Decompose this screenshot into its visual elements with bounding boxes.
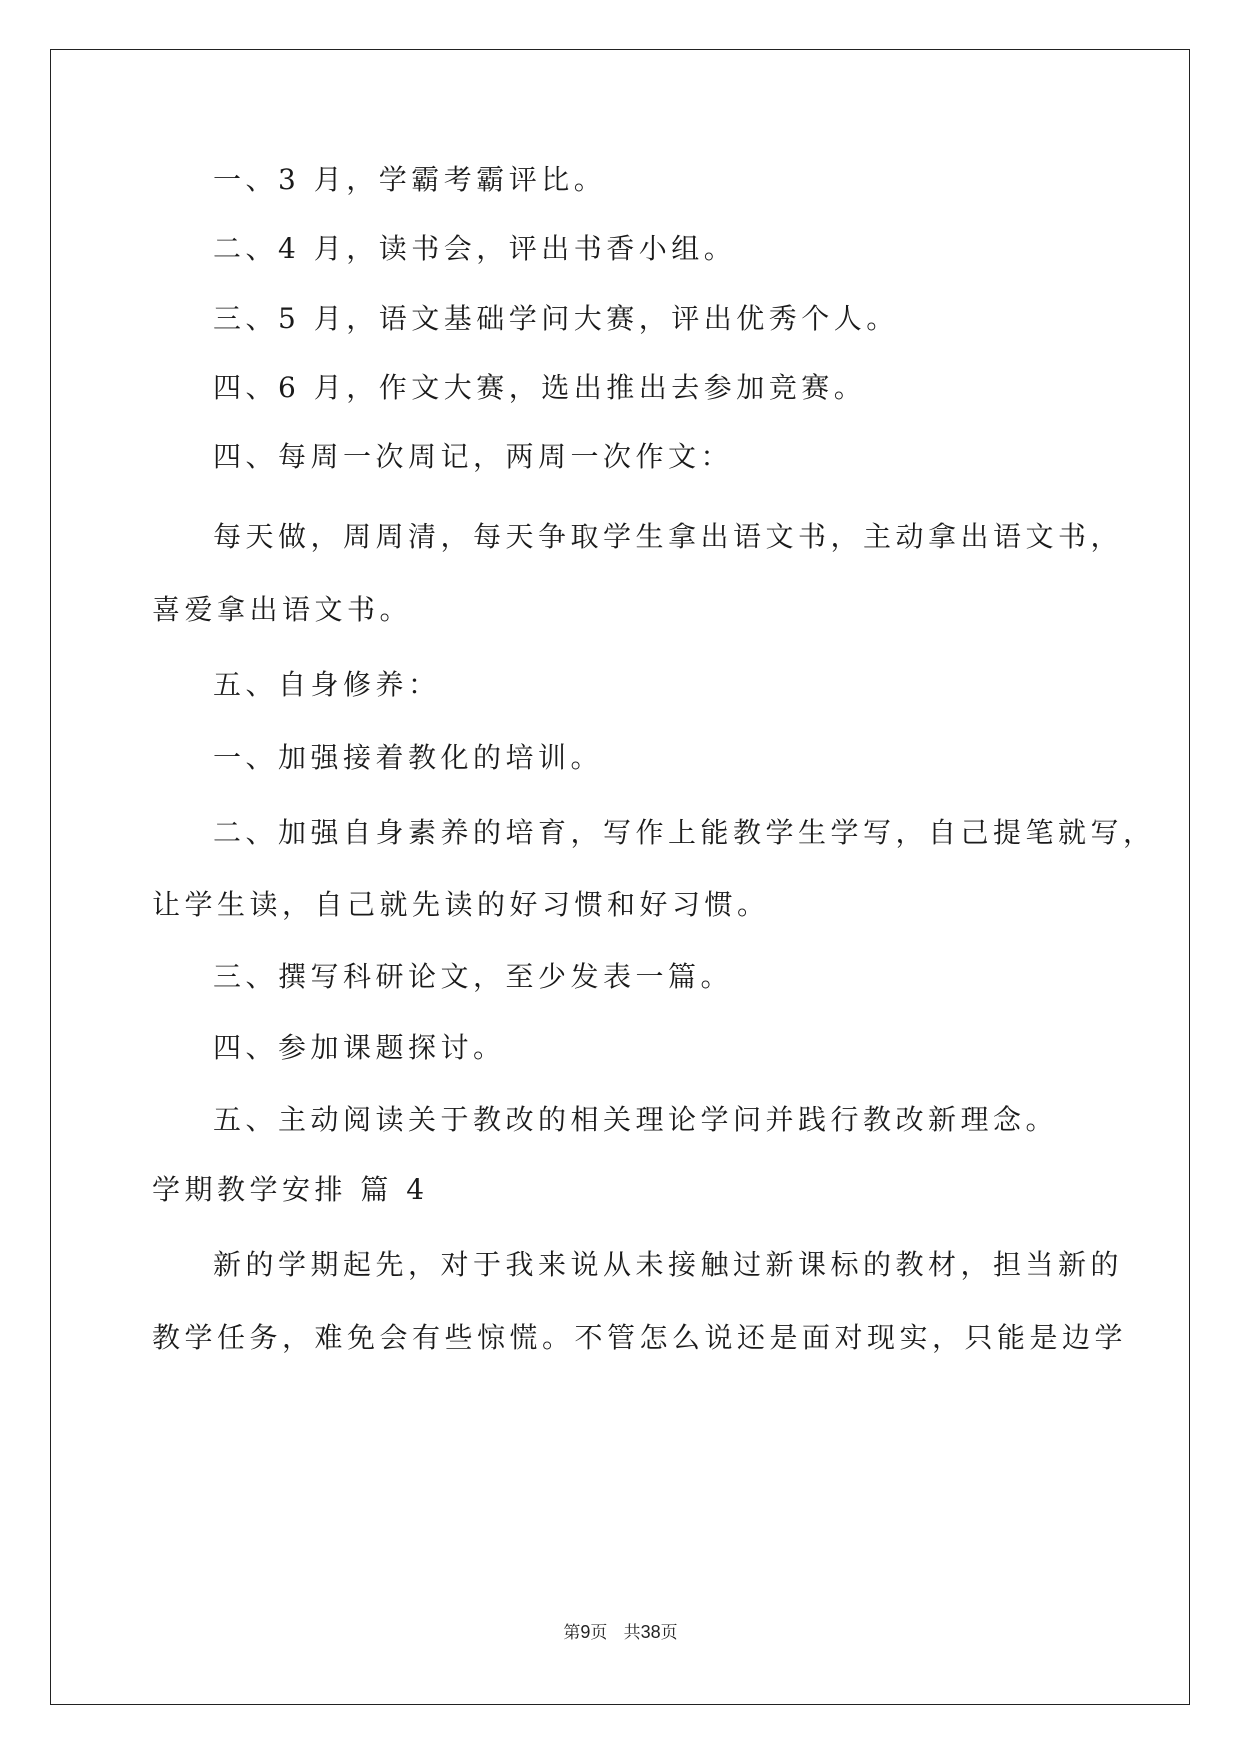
paragraph-line: 每天做，周周清，每天争取学生拿出语文书，主动拿出语文书， [213,520,1124,553]
page-suffix: 页 [590,1623,608,1643]
paragraph-line: 一、3 月，学霸考霸评比。 [213,163,607,196]
paragraph-line: 二、4 月，读书会，评出书香小组。 [213,232,737,265]
total-suffix: 页 [660,1623,678,1643]
paragraph-line: 四、每周一次周记，两周一次作文： [213,440,734,473]
paragraph-line: 四、参加课题探讨。 [213,1031,506,1064]
total-pages: 38 [640,1622,661,1642]
total-prefix: 共 [623,1623,641,1643]
paragraph-line: 四、6 月，作文大赛，选出推出去参加竞赛。 [213,371,867,404]
paragraph-line: 三、5 月，语文基础学问大赛，评出优秀个人。 [213,302,899,335]
page-footer [0,1618,1241,1643]
paragraph-line: 五、主动阅读关于教改的相关理论学问并践行教改新理念。 [213,1103,1059,1136]
page-number: 9 [580,1622,591,1642]
paragraph-line: 三、撰写科研论文，至少发表一篇。 [213,960,734,993]
paragraph-line: 让学生读，自己就先读的好习惯和好习惯。 [152,888,770,921]
paragraph-line: 一、加强接着教化的培训。 [213,741,604,774]
page-border [50,49,1190,1705]
paragraph-line: 喜爱拿出语文书。 [152,593,413,626]
paragraph-line: 教学任务，难免会有些惊慌。不管怎么说还是面对现实，只能是边学 [152,1321,1128,1354]
paragraph-line: 二、加强自身素养的培育，写作上能教学生学写，自己提笔就写， [213,816,1156,849]
section-heading: 学期教学安排 篇 4 [152,1173,429,1206]
paragraph-line: 五、自身修养： [213,668,441,701]
paragraph-line: 新的学期起先，对于我来说从未接触过新课标的教材，担当新的 [213,1248,1124,1281]
page-prefix: 第 [563,1623,581,1643]
